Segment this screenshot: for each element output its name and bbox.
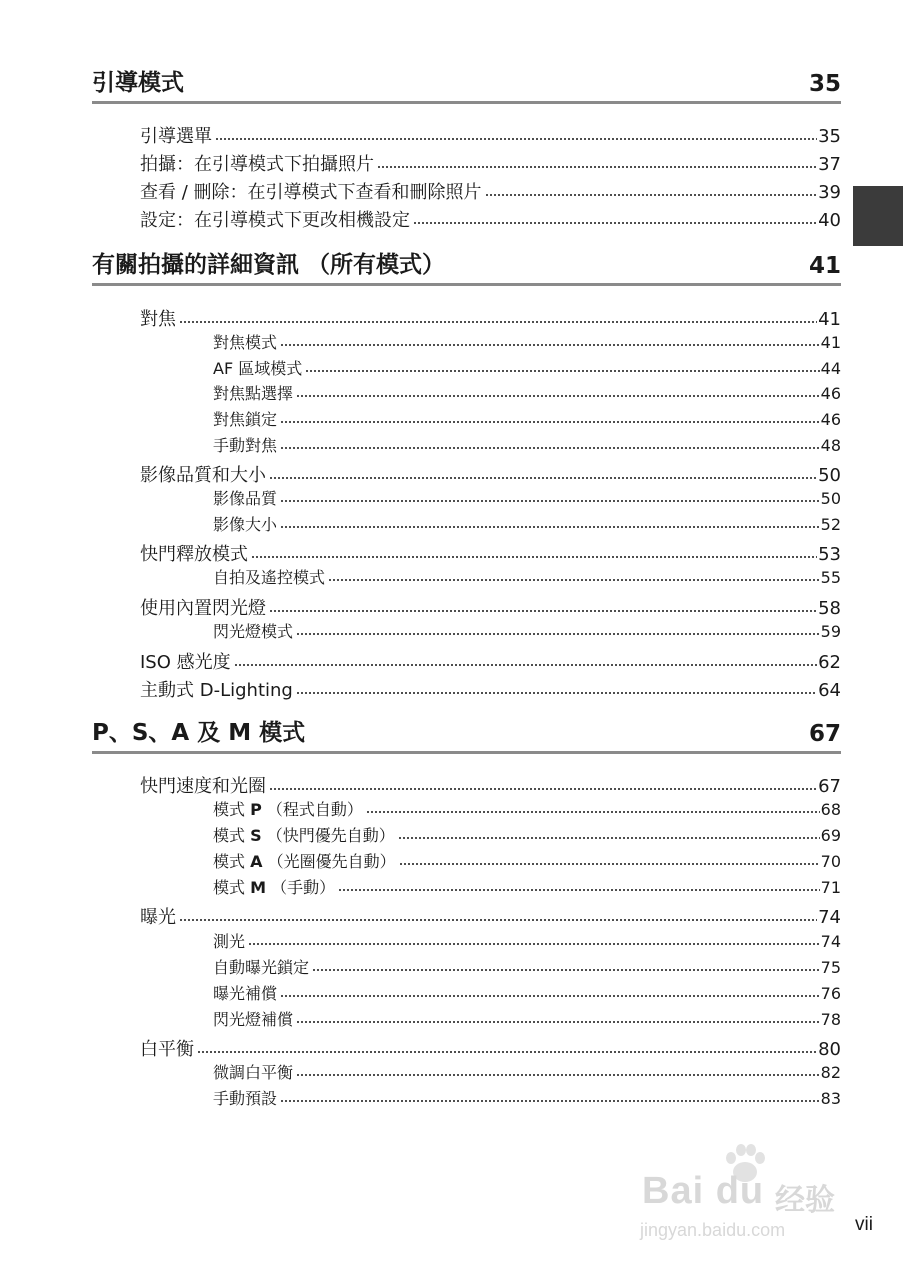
leader-dots bbox=[377, 165, 817, 169]
watermark-brand: Bai du bbox=[642, 1170, 765, 1212]
leader-dots bbox=[305, 369, 819, 373]
leader-dots bbox=[296, 1020, 820, 1024]
leader-dots bbox=[280, 1099, 820, 1103]
toc-subentry[interactable]: 對焦點選擇 46 bbox=[213, 384, 841, 403]
toc-subentry[interactable]: 閃光燈補償 78 bbox=[213, 1010, 841, 1029]
leader-dots bbox=[269, 787, 817, 791]
section-page: 35 bbox=[808, 71, 841, 97]
toc-subentry[interactable]: 手動預設 83 bbox=[213, 1089, 841, 1108]
toc-subentry[interactable]: 閃光燈模式 59 bbox=[213, 622, 841, 641]
leader-dots bbox=[280, 446, 820, 450]
section-header bbox=[92, 64, 841, 104]
section-title: P、S、A 及 M 模式 bbox=[92, 720, 306, 746]
section-header bbox=[92, 714, 841, 754]
leader-dots bbox=[234, 663, 817, 667]
leader-dots bbox=[338, 888, 820, 892]
toc-entry[interactable]: 影像品質和大小 50 bbox=[140, 465, 841, 486]
toc-subentry[interactable]: 模式 A （光圈優先自動） 70 bbox=[213, 852, 841, 871]
leader-dots bbox=[215, 137, 817, 141]
leader-dots bbox=[248, 942, 820, 946]
toc-entry[interactable]: 設定：在引導模式下更改相機設定 40 bbox=[140, 210, 841, 231]
toc-entry[interactable]: 曝光 74 bbox=[140, 907, 841, 928]
toc-subentry[interactable]: 曝光補償 76 bbox=[213, 984, 841, 1003]
toc-subentry[interactable]: 模式 M （手動） 71 bbox=[213, 878, 841, 897]
leader-dots bbox=[280, 343, 820, 347]
leader-dots bbox=[280, 525, 820, 529]
leader-dots bbox=[485, 193, 818, 197]
watermark-url: jingyan.baidu.com bbox=[640, 1220, 786, 1240]
chapter-tab bbox=[853, 186, 903, 246]
toc-subentry[interactable]: 對焦鎖定 46 bbox=[213, 410, 841, 429]
leader-dots bbox=[366, 810, 820, 814]
leader-dots bbox=[197, 1050, 817, 1054]
leader-dots bbox=[251, 555, 817, 559]
toc-entry[interactable]: 主動式 D-Lighting 64 bbox=[140, 680, 841, 701]
toc-entry[interactable]: 引導選單 35 bbox=[140, 126, 841, 147]
watermark-cn: 经验 bbox=[775, 1184, 835, 1217]
toc-subentry[interactable]: 自拍及遙控模式 55 bbox=[213, 568, 841, 587]
toc-entry[interactable]: 查看 / 刪除：在引導模式下查看和刪除照片 39 bbox=[140, 182, 841, 203]
leader-dots bbox=[296, 1073, 820, 1077]
leader-dots bbox=[328, 578, 820, 582]
leader-dots bbox=[413, 221, 817, 225]
toc-entry[interactable]: 快門速度和光圈 67 bbox=[140, 776, 841, 797]
toc-subentry[interactable]: 自動曝光鎖定 75 bbox=[213, 958, 841, 977]
section-page: 67 bbox=[808, 721, 841, 747]
leader-dots bbox=[179, 918, 817, 922]
toc-subentry[interactable]: 對焦模式 41 bbox=[213, 333, 841, 352]
leader-dots bbox=[399, 862, 820, 866]
leader-dots bbox=[179, 320, 817, 324]
section-title: 有關拍攝的詳細資訊 （所有模式） bbox=[92, 252, 446, 278]
leader-dots bbox=[296, 691, 817, 695]
toc-subentry[interactable]: 模式 S （快門優先自動） 69 bbox=[213, 826, 841, 845]
leader-dots bbox=[269, 609, 817, 613]
leader-dots bbox=[312, 968, 820, 972]
toc-subentry[interactable]: 影像大小 52 bbox=[213, 515, 841, 534]
toc-entry[interactable]: 白平衡 80 bbox=[140, 1039, 841, 1060]
leader-dots bbox=[280, 994, 820, 998]
leader-dots bbox=[280, 420, 820, 424]
leader-dots bbox=[269, 476, 817, 480]
section-page: 41 bbox=[808, 253, 841, 279]
section-title: 引導模式 bbox=[92, 70, 184, 96]
toc-entry[interactable]: 對焦 41 bbox=[140, 309, 841, 330]
toc-subentry[interactable]: AF 區域模式 44 bbox=[213, 359, 841, 378]
section-header bbox=[92, 246, 841, 286]
toc-subentry[interactable]: 微調白平衡 82 bbox=[213, 1063, 841, 1082]
leader-dots bbox=[280, 499, 820, 503]
toc-subentry[interactable]: 測光 74 bbox=[213, 932, 841, 951]
leader-dots bbox=[398, 836, 820, 840]
toc-subentry[interactable]: 影像品質 50 bbox=[213, 489, 841, 508]
toc-entry[interactable]: 拍攝：在引導模式下拍攝照片 37 bbox=[140, 154, 841, 175]
leader-dots bbox=[296, 632, 820, 636]
baidu-watermark bbox=[640, 1140, 850, 1250]
page-number: vii bbox=[855, 1214, 873, 1235]
toc-entry[interactable]: 快門釋放模式 53 bbox=[140, 544, 841, 565]
toc-entry[interactable]: ISO 感光度 62 bbox=[140, 652, 841, 673]
toc-subentry[interactable]: 模式 P （程式自動） 68 bbox=[213, 800, 841, 819]
toc-subentry[interactable]: 手動對焦 48 bbox=[213, 436, 841, 455]
leader-dots bbox=[296, 394, 820, 398]
toc-entry[interactable]: 使用內置閃光燈 58 bbox=[140, 598, 841, 619]
